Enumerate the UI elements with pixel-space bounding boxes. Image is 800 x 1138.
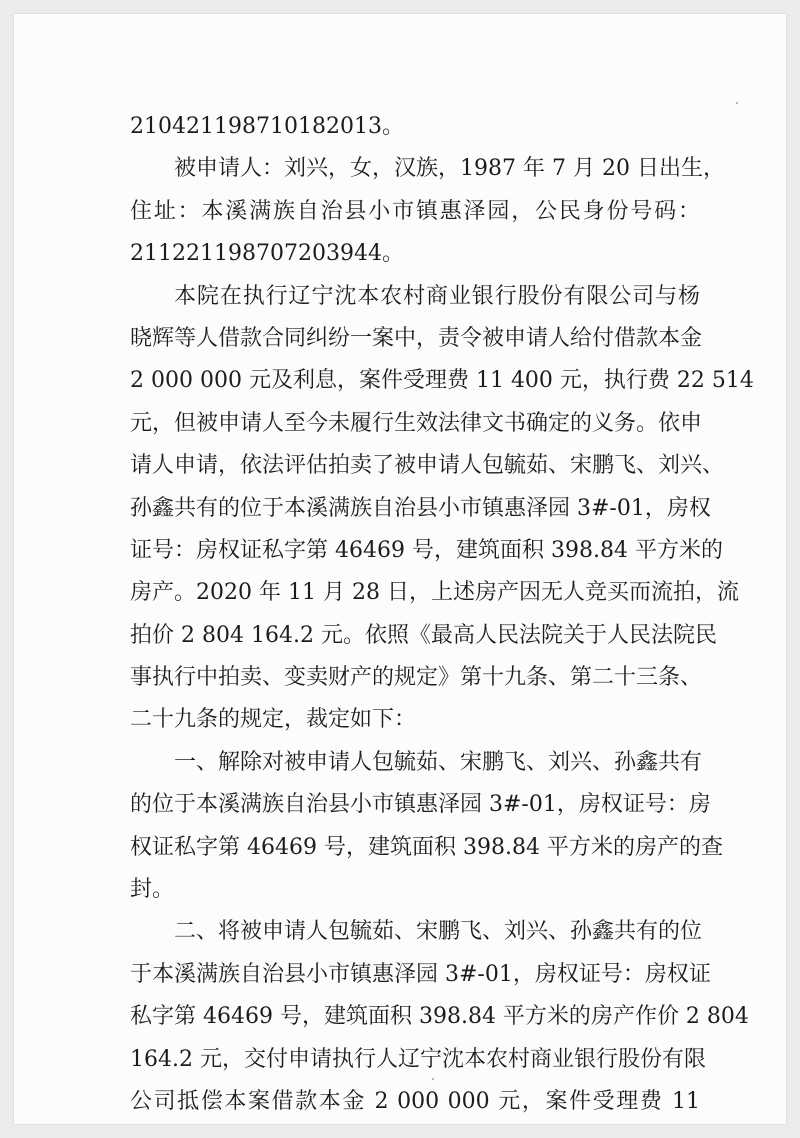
text-line: 证号：房权证私字第 46469 号，建筑面积 398.84 平方米的 (130, 537, 723, 563)
text-line: 被申请人：刘兴，女，汉族，1987 年 7 月 20 日出生， (174, 156, 725, 182)
text-line: 2 000 000 元及利息，案件受理费 11 400 元，执行费 22 514 (130, 368, 754, 394)
text-line: 210421198710182013。 (130, 114, 404, 139)
text-line: 公司抵偿本案借款本金 2 000 000 元，案件受理费 11 (130, 1088, 700, 1114)
text-line: 二十九条的规定，裁定如下： (130, 707, 417, 733)
text-line: 请人申请，依法评估拍卖了被申请人包毓茹、宋鹏飞、刘兴、 (130, 453, 725, 479)
text-line: 164.2 元，交付申请执行人辽宁沈本农村商业银行股份有限 (130, 1046, 706, 1072)
text-line: 于本溪满族自治县小市镇惠泽园 3#-01，房权证号：房权证 (130, 961, 711, 987)
scan-speck (736, 102, 738, 104)
text-line: 事执行中拍卖、变卖财产的规定》第十九条、第二十三条、 (130, 665, 703, 691)
text-line: 二、将被申请人包毓茹、宋鹏飞、刘兴、孙鑫共有的位 (174, 919, 703, 945)
text-line: 的位于本溪满族自治县小市镇惠泽园 3#-01，房权证号：房 (130, 792, 711, 818)
text-line: 拍价 2 804 164.2 元。依照《最高人民法院关于人民法院民 (130, 622, 717, 648)
text-line: 一、解除对被申请人包毓茹、宋鹏飞、刘兴、孙鑫共有 (174, 749, 703, 775)
text-line: 住址：本溪满族自治县小市镇惠泽园，公民身份号码： (130, 198, 700, 224)
text-line: 权证私字第 46469 号，建筑面积 398.84 平方米的房产的查 (130, 834, 723, 860)
text-line: 房产。2020 年 11 月 28 日，上述房产因无人竞买而流拍，流 (130, 580, 739, 606)
text-line: 封。 (130, 877, 175, 903)
text-line: 孙鑫共有的位于本溪满族自治县小市镇惠泽园 3#-01，房权 (130, 495, 711, 521)
text-line: 211221198707203944。 (130, 241, 404, 267)
text-line: 本院在执行辽宁沈本农村商业银行股份有限公司与杨 (174, 283, 700, 309)
text-line: 晓辉等人借款合同纠纷一案中，责令被申请人给付借款本金 (130, 325, 703, 351)
text-line: 私字第 46469 号，建筑面积 398.84 平方米的房产作价 2 804 (130, 1004, 749, 1030)
text-line: 元，但被申请人至今未履行生效法律文书确定的义务。依申 (130, 410, 703, 436)
document-page (14, 14, 786, 1124)
document-body (130, 106, 754, 1123)
